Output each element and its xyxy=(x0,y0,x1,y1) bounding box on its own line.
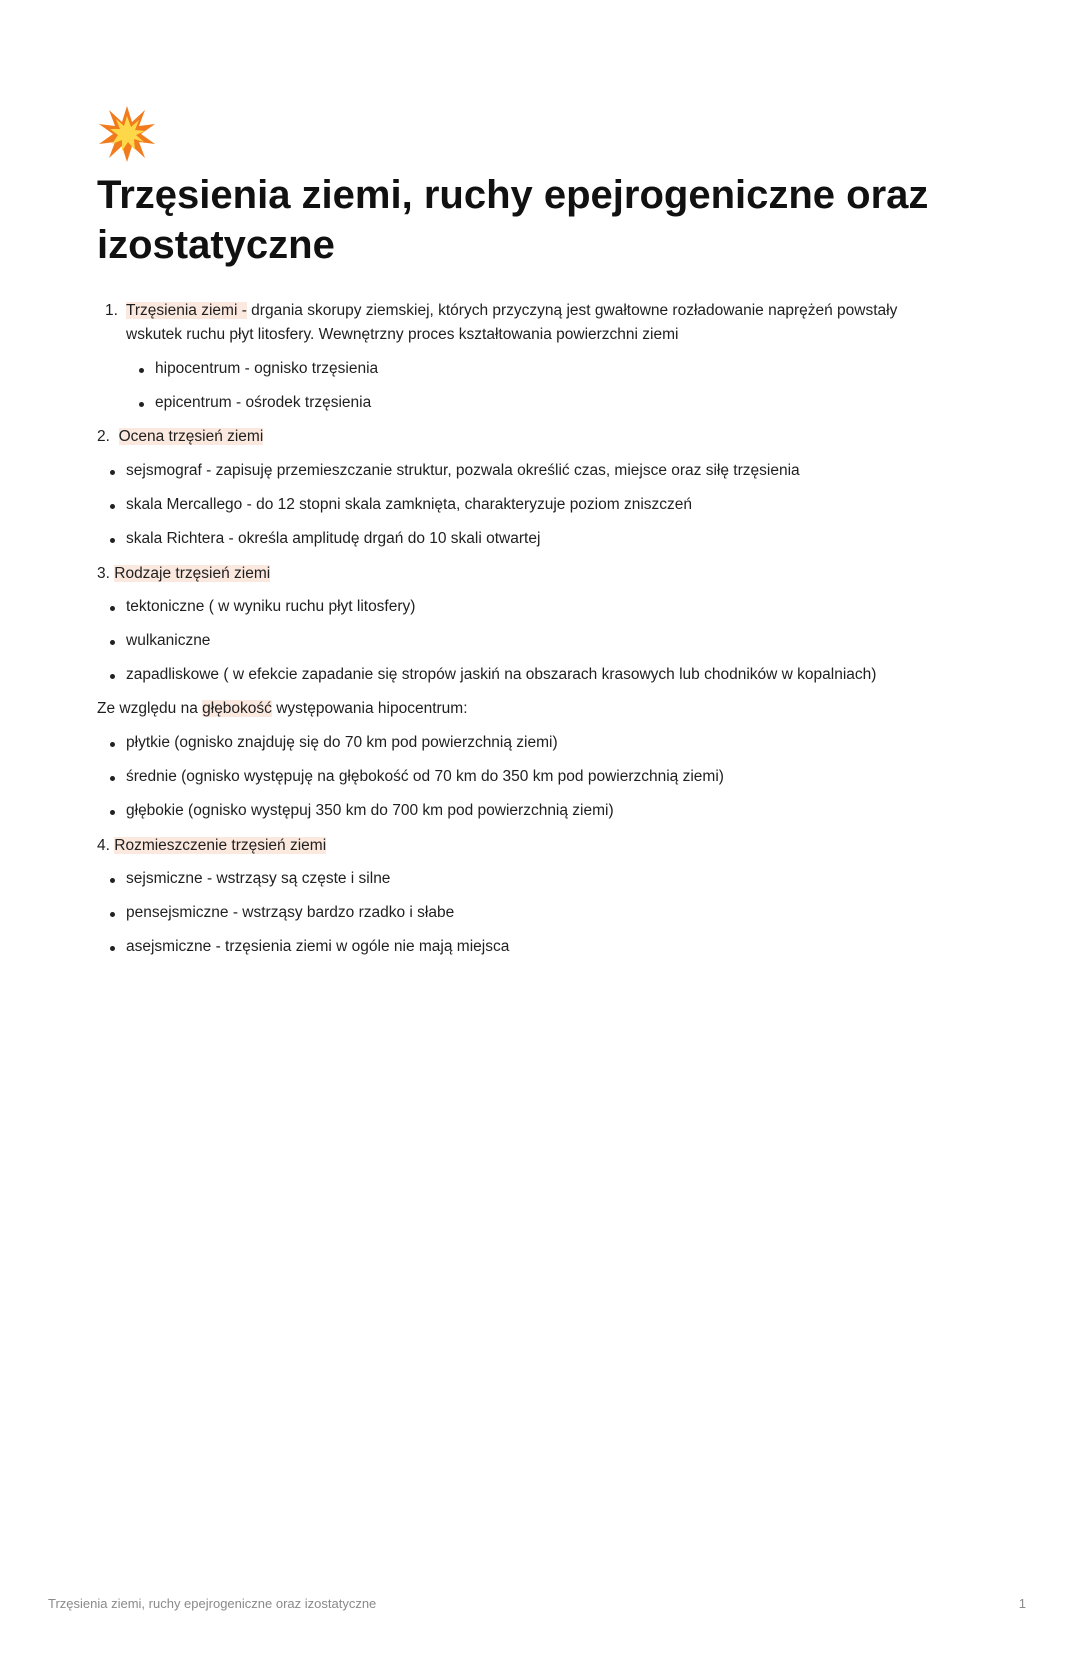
bullet xyxy=(110,776,115,781)
list-item: średnie (ognisko występuję na głębokość od 70 km do 350 km pod powierzchnią ziemi) xyxy=(126,768,724,785)
section-2-heading xyxy=(97,425,263,449)
list-item: zapadliskowe ( w efekcie zapadanie się stropów jaskiń na obszarach krasowych lub chodników w kopalniach) xyxy=(126,666,877,683)
list-item: skala Mercallego - do 12 stopni skala zamknięta, charakteryzuje poziom zniszczeń xyxy=(126,496,693,513)
list-item: wulkaniczne xyxy=(126,632,211,649)
section-1-term: Trzęsienia ziemi - xyxy=(126,302,247,319)
bullet xyxy=(110,878,115,883)
bullet xyxy=(110,742,115,747)
section-4-heading xyxy=(97,834,326,858)
list-item: pensejsmiczne - wstrząsy bardzo rzadko i słabe xyxy=(126,904,455,921)
section-1-text: drgania skorupy ziemskiej, których przyczyną jest gwałtowne rozładowanie naprężeń powstały xyxy=(246,302,898,319)
list-item: głębokie (ognisko występuj 350 km do 700 km pod powierzchnią ziemi) xyxy=(126,802,614,819)
list-item: sejsmograf - zapisuję przemieszczanie struktur, pozwala określić czas, miejsce oraz siłę trzęsienia xyxy=(126,462,800,479)
depth-intro-highlight: głębokość xyxy=(202,700,272,717)
section-1-line-2: wskutek ruchu płyt litosfery. Wewnętrzny proces kształtowania powierzchni ziemi xyxy=(126,326,679,343)
bullet xyxy=(110,538,115,543)
section-4-title: Rozmieszczenie trzęsień ziemi xyxy=(114,837,327,854)
bullet xyxy=(139,368,144,373)
bullet xyxy=(110,470,115,475)
list-item: epicentrum - ośrodek trzęsienia xyxy=(155,394,372,411)
section-4-number: 4. xyxy=(97,837,110,854)
page-number: 1 xyxy=(1018,1596,1026,1611)
collision-burst-icon xyxy=(97,104,157,164)
bullet xyxy=(110,912,115,917)
bullet xyxy=(110,640,115,645)
list-item: płytkie (ognisko znajduję się do 70 km pod powierzchnią ziemi) xyxy=(126,734,558,751)
depth-intro xyxy=(97,697,468,721)
section-2-title: Ocena trzęsień ziemi xyxy=(118,428,264,445)
section-2-number: 2. xyxy=(97,428,110,445)
section-3-number: 3. xyxy=(97,565,110,582)
section-3-heading xyxy=(97,562,270,586)
depth-intro-text-end: występowania hipocentrum: xyxy=(271,700,468,717)
bullet xyxy=(110,504,115,509)
list-item: asejsmiczne - trzęsienia ziemi w ogóle nie mają miejsca xyxy=(126,938,510,955)
bullet xyxy=(110,606,115,611)
section-1-number: 1. xyxy=(105,302,118,319)
page-title: Trzęsienia ziemi, ruchy epejrogeniczne oraz izostatyczne xyxy=(97,173,929,267)
footer-title: Trzęsienia ziemi, ruchy epejrogeniczne oraz izostatyczne xyxy=(48,1596,377,1611)
section-1-line-1 xyxy=(126,299,897,323)
bullet xyxy=(110,810,115,815)
list-item: hipocentrum - ognisko trzęsienia xyxy=(155,360,379,377)
list-item: sejsmiczne - wstrząsy są częste i silne xyxy=(126,870,391,887)
bullet xyxy=(110,674,115,679)
bullet xyxy=(110,946,115,951)
depth-intro-text: Ze względu na xyxy=(97,700,203,717)
list-item: tektoniczne ( w wyniku ruchu płyt litosfery) xyxy=(126,598,416,615)
bullet xyxy=(139,402,144,407)
section-3-title: Rodzaje trzęsień ziemi xyxy=(114,565,271,582)
list-item: skala Richtera - określa amplitudę drgań do 10 skali otwartej xyxy=(126,530,541,547)
